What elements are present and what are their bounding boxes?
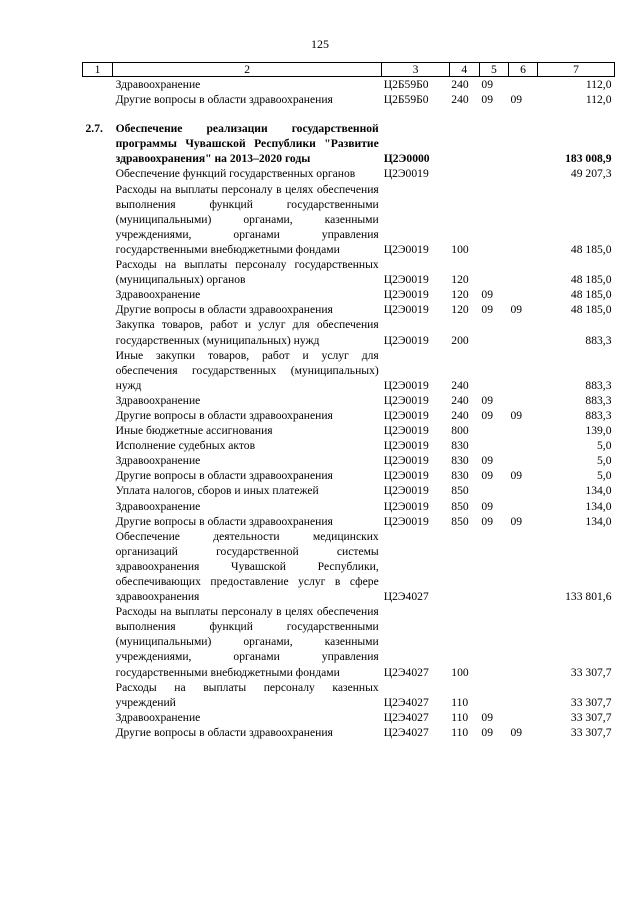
header-col-5: 5	[479, 63, 508, 77]
row-code: Ц2Б59Б0	[383, 78, 429, 91]
table-row	[83, 499, 615, 514]
row-name: Здравоохранение	[115, 78, 201, 91]
row-name: Другие вопросы в области здравоохранения	[115, 514, 333, 528]
row-sum: 5,0	[597, 454, 612, 468]
row-subsection	[508, 529, 537, 604]
row-subsection	[508, 499, 537, 514]
table-row	[83, 438, 615, 453]
row-name: Расходы на выплаты персоналу в целях обеспечения выполнения функций государственными (муниципальными) органами, казенными учреждениями, органами управления государственными внебюджетными фондами	[115, 182, 379, 256]
row-code: Ц2Э4027	[383, 590, 429, 604]
row-sum: 49 207,3	[570, 167, 612, 181]
row-expense-type: 100	[451, 242, 469, 256]
row-number	[83, 453, 113, 468]
row-section: 09	[481, 288, 493, 302]
row-number	[83, 302, 113, 317]
table-row	[83, 453, 615, 468]
row-sum: 112,0	[585, 93, 612, 107]
row-section: 09	[481, 725, 493, 739]
table-row	[83, 287, 615, 302]
row-subsection	[508, 287, 537, 302]
row-code: Ц2Э0019	[383, 273, 429, 287]
table-row	[83, 393, 615, 408]
row-number	[83, 408, 113, 423]
row-subsection: 09	[510, 303, 523, 317]
table-row	[83, 423, 615, 438]
row-number	[83, 393, 113, 408]
row-section: 09	[481, 454, 493, 468]
row-name: Другие вопросы в области здравоохранения	[115, 93, 333, 107]
row-number	[83, 604, 113, 679]
row-code: Ц2Э4027	[383, 725, 429, 739]
row-number	[83, 499, 113, 514]
row-sum: 33 307,7	[570, 665, 612, 679]
row-number	[83, 529, 113, 604]
row-sum: 883,3	[585, 408, 612, 422]
row-sum: 134,0	[585, 514, 612, 528]
row-section: 09	[481, 514, 493, 528]
row-name: Здравоохранение	[115, 454, 201, 468]
row-name: Обеспечение реализации государственной программы Чувашской Республики "Развитие здравоохранения" на 2013–2020 годы	[115, 122, 379, 166]
row-subsection: 09	[510, 725, 523, 739]
row-code: Ц2Э0019	[383, 484, 429, 498]
row-section	[479, 182, 508, 257]
spacer-cell	[83, 107, 615, 121]
row-number	[83, 166, 113, 181]
row-subsection	[508, 483, 537, 498]
row-number	[83, 423, 113, 438]
row-expense-type: 800	[451, 424, 469, 438]
row-subsection	[508, 393, 537, 408]
row-code: Ц2Э0019	[383, 242, 429, 256]
row-name: Расходы на выплаты персоналу казенных учреждений	[115, 680, 379, 709]
row-subsection: 09	[510, 93, 523, 107]
table-row	[83, 348, 615, 393]
row-section	[479, 257, 508, 287]
table-row	[83, 92, 615, 107]
row-name: Другие вопросы в области здравоохранения	[115, 408, 333, 422]
row-sum: 133 801,6	[565, 590, 612, 604]
row-number	[83, 287, 113, 302]
row-sum: 883,3	[585, 378, 612, 392]
row-number	[83, 680, 113, 710]
row-subsection	[508, 166, 537, 181]
row-expense-type: 120	[451, 303, 469, 317]
table-row	[83, 408, 615, 423]
row-section: 09	[481, 469, 493, 483]
row-subsection	[508, 438, 537, 453]
row-code: Ц2Э0019	[383, 378, 429, 392]
table-header	[83, 63, 615, 77]
row-expense-type: 850	[451, 484, 469, 498]
header-col-1: 1	[83, 63, 113, 77]
row-section: 09	[481, 78, 493, 91]
row-code: Ц2Э0019	[383, 454, 429, 468]
row-subsection	[508, 257, 537, 287]
row-section	[479, 423, 508, 438]
row-sum: 5,0	[597, 469, 612, 483]
page-number: 125	[311, 37, 329, 51]
row-expense-type: 120	[451, 273, 469, 287]
row-section	[479, 348, 508, 393]
row-expense-type	[449, 121, 479, 166]
row-number	[83, 317, 113, 347]
header-col-6: 6	[508, 63, 537, 77]
row-sum: 5,0	[597, 439, 612, 453]
row-code: Ц2Э0019	[383, 439, 429, 453]
row-expense-type: 240	[451, 408, 469, 422]
table-row	[83, 529, 615, 604]
row-sum: 139,0	[585, 424, 612, 438]
row-sum: 883,3	[585, 393, 612, 407]
table-row	[83, 317, 615, 347]
row-subsection: 09	[510, 469, 523, 483]
row-code: Ц2Э0019	[383, 424, 429, 438]
row-section	[479, 166, 508, 181]
row-number	[83, 182, 113, 257]
row-sum: 48 185,0	[570, 288, 612, 302]
row-section: 09	[481, 408, 493, 422]
row-subsection	[508, 710, 537, 725]
row-sum: 883,3	[585, 333, 612, 347]
row-subsection: 09	[510, 514, 523, 528]
row-sum: 48 185,0	[570, 273, 612, 287]
row-subsection	[508, 77, 537, 93]
row-sum: 48 185,0	[570, 303, 612, 317]
table-row	[83, 257, 615, 287]
row-expense-type: 110	[451, 725, 469, 739]
row-number	[83, 710, 113, 725]
row-expense-type: 240	[451, 93, 469, 107]
row-code: Ц2Э0019	[383, 469, 429, 483]
row-name: Уплата налогов, сборов и иных платежей	[115, 484, 319, 498]
table-row	[83, 182, 615, 257]
table-row	[83, 710, 615, 725]
row-expense-type: 240	[451, 78, 469, 91]
row-expense-type: 110	[451, 695, 469, 709]
row-section	[479, 529, 508, 604]
table-row	[83, 121, 615, 166]
row-subsection	[508, 453, 537, 468]
row-code: Ц2Э4027	[383, 695, 429, 709]
row-name: Расходы на выплаты персоналу в целях обеспечения выполнения функций государственными (муниципальными) органами, казенными учреждениями, органами управления государственными внебюджетными фондами	[115, 605, 379, 679]
row-name: Исполнение судебных актов	[115, 439, 256, 453]
row-subsection	[508, 317, 537, 347]
row-expense-type: 100	[451, 665, 469, 679]
row-subsection	[508, 423, 537, 438]
table-row	[83, 483, 615, 498]
row-code: Ц2Э0000	[383, 152, 430, 166]
row-name: Иные бюджетные ассигнования	[115, 424, 273, 438]
header-col-4: 4	[449, 63, 479, 77]
row-code: Ц2Э0019	[383, 393, 429, 407]
row-subsection: 09	[510, 408, 523, 422]
row-name: Другие вопросы в области здравоохранения	[115, 725, 333, 739]
row-name: Расходы на выплаты персоналу государственных (муниципальных) органов	[115, 258, 379, 287]
row-name: Обеспечение функций государственных органов	[115, 167, 356, 181]
table-body	[83, 77, 615, 741]
row-sum: 48 185,0	[570, 242, 612, 256]
row-number	[83, 77, 113, 93]
row-name: Закупка товаров, работ и услуг для обеспечения государственных (муниципальных) нужд	[115, 318, 379, 347]
row-code: Ц2Э0019	[383, 499, 429, 513]
budget-table	[82, 62, 615, 740]
row-sum: 33 307,7	[570, 725, 612, 739]
row-name: Обеспечение деятельности медицинских организаций государственной системы здравоохранения Чувашской Республики, обеспечивающих предоставление услуг в сфере здравоохранения	[115, 529, 379, 604]
row-expense-type: 110	[451, 710, 469, 724]
row-number	[83, 483, 113, 498]
row-expense-type: 830	[451, 454, 469, 468]
row-sum: 134,0	[585, 484, 612, 498]
row-expense-type	[449, 166, 479, 181]
row-subsection	[508, 121, 537, 166]
table-row	[83, 166, 615, 181]
row-subsection	[508, 680, 537, 710]
header-col-2: 2	[113, 63, 382, 77]
row-section: 09	[481, 303, 493, 317]
row-section	[479, 680, 508, 710]
row-number	[83, 468, 113, 483]
row-number: 2.7.	[85, 122, 103, 136]
row-code: Ц2Э0019	[383, 288, 429, 302]
row-name: Здравоохранение	[115, 710, 201, 724]
row-subsection	[508, 604, 537, 679]
row-expense-type: 830	[451, 469, 469, 483]
row-expense-type: 240	[451, 378, 469, 392]
table-row	[83, 725, 615, 740]
row-code: Ц2Э0019	[383, 303, 429, 317]
row-name: Здравоохранение	[115, 393, 201, 407]
row-section: 09	[481, 710, 493, 724]
row-number	[83, 257, 113, 287]
row-number	[83, 348, 113, 393]
row-expense-type: 850	[451, 514, 469, 528]
table-row	[83, 604, 615, 679]
row-sum: 112,0	[585, 78, 612, 91]
row-code: Ц2Э0019	[383, 514, 429, 528]
row-code: Ц2Э4027	[383, 665, 429, 679]
row-number	[83, 514, 113, 529]
header-row	[83, 63, 615, 77]
table-row	[83, 680, 615, 710]
row-name: Здравоохранение	[115, 499, 201, 513]
row-name: Иные закупки товаров, работ и услуг для обеспечения государственных (муниципальных) нужд	[115, 348, 379, 392]
table-row	[83, 468, 615, 483]
row-expense-type: 830	[451, 439, 469, 453]
row-number	[83, 438, 113, 453]
row-section: 09	[481, 393, 493, 407]
row-section	[479, 121, 508, 166]
row-code: Ц2Б59Б0	[383, 93, 429, 107]
row-code: Ц2Э0019	[383, 408, 429, 422]
row-name: Другие вопросы в области здравоохранения	[115, 469, 333, 483]
row-expense-type: 850	[451, 499, 469, 513]
row-expense-type: 240	[451, 393, 469, 407]
row-name: Другие вопросы в области здравоохранения	[115, 303, 333, 317]
row-expense-type: 200	[451, 333, 469, 347]
row-number	[83, 725, 113, 740]
row-name: Здравоохранение	[115, 288, 201, 302]
row-section	[479, 604, 508, 679]
row-sum: 33 307,7	[570, 710, 612, 724]
row-subsection	[508, 182, 537, 257]
row-expense-type: 120	[451, 288, 469, 302]
spacer-row	[83, 107, 615, 121]
row-code: Ц2Э0019	[383, 167, 429, 181]
table-row	[83, 77, 615, 93]
row-code: Ц2Э0019	[383, 333, 429, 347]
row-code: Ц2Э4027	[383, 710, 429, 724]
row-section	[479, 317, 508, 347]
row-expense-type	[449, 529, 479, 604]
row-sum: 183 008,9	[565, 152, 612, 166]
row-section: 09	[481, 93, 493, 107]
row-section	[479, 438, 508, 453]
table-row	[83, 514, 615, 529]
row-section: 09	[481, 499, 493, 513]
table-row	[83, 302, 615, 317]
row-subsection	[508, 348, 537, 393]
header-col-7: 7	[538, 63, 615, 77]
row-sum: 134,0	[585, 499, 612, 513]
row-sum: 33 307,7	[570, 695, 612, 709]
header-col-3: 3	[382, 63, 450, 77]
row-number	[83, 92, 113, 107]
row-section	[479, 483, 508, 498]
